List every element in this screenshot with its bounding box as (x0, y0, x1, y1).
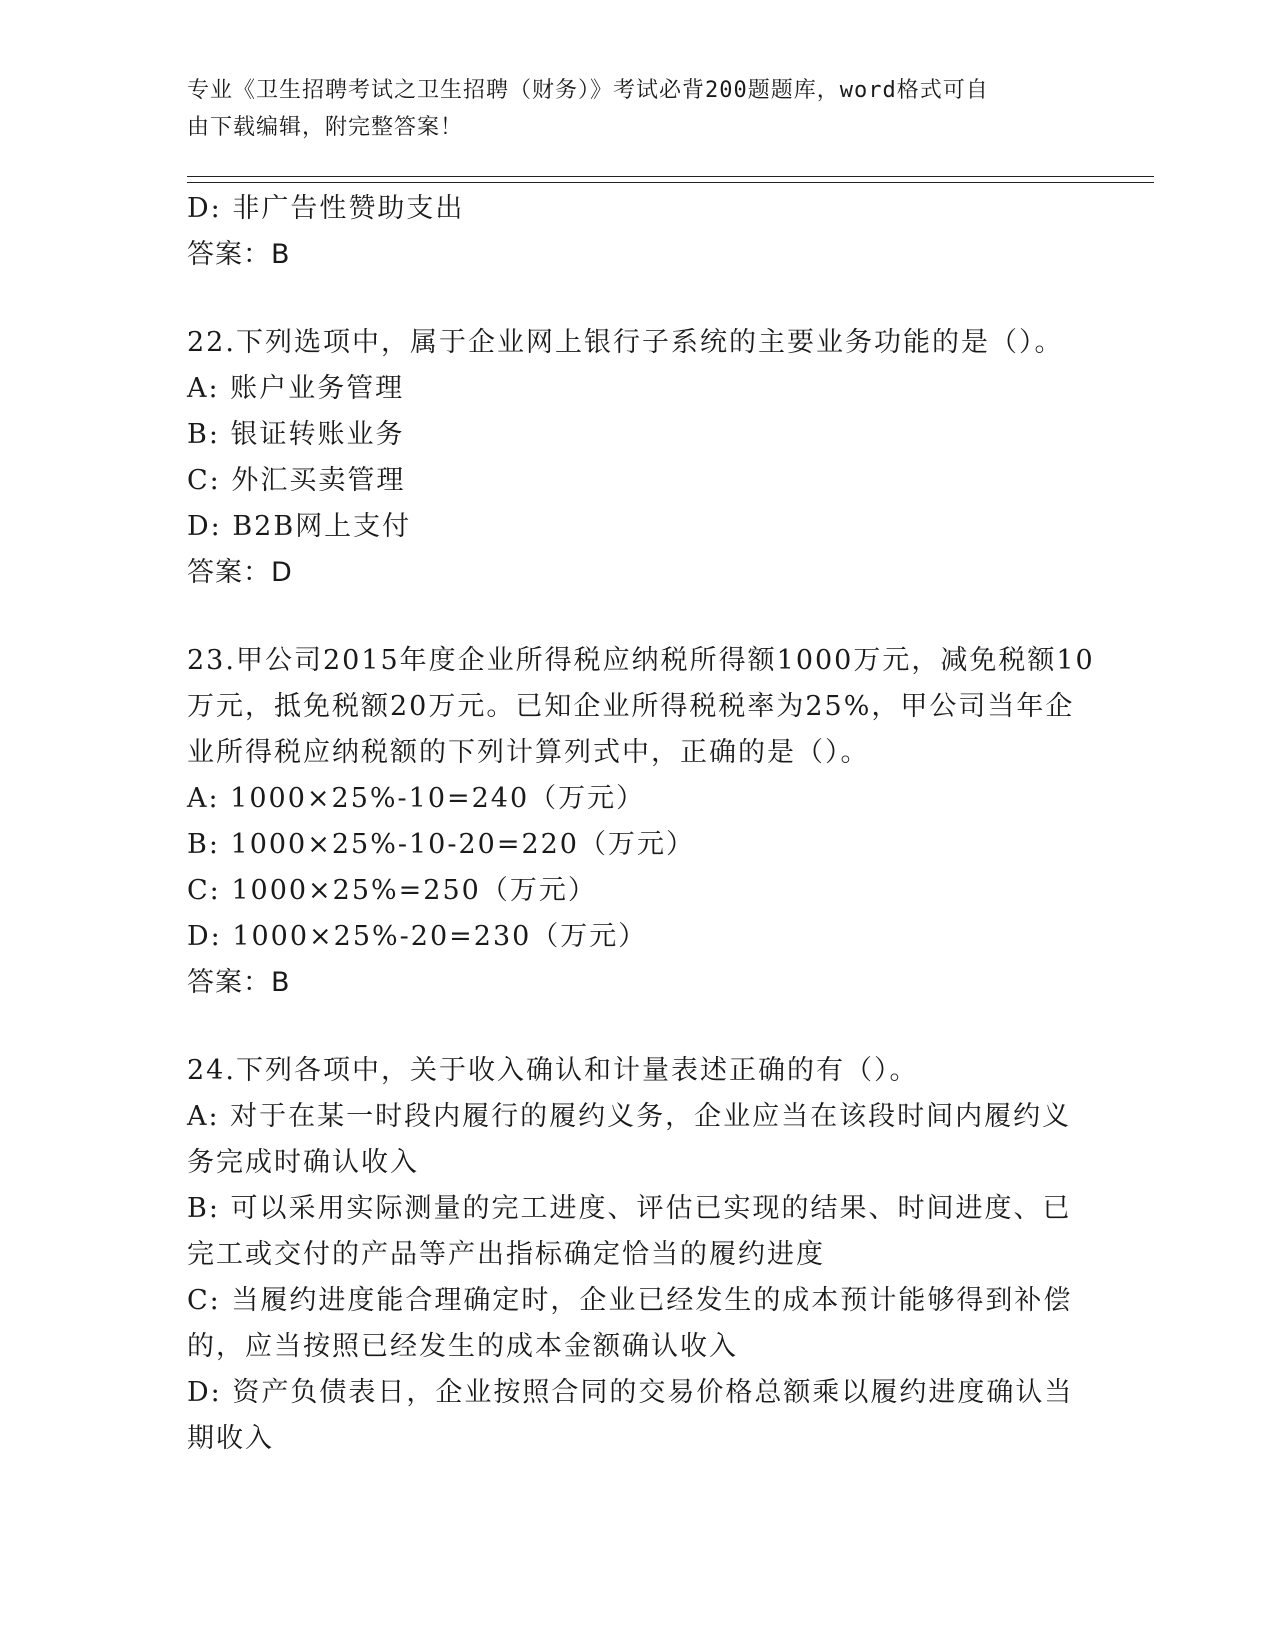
question-23-option-d: D: 1000×25%-20=230（万元） (187, 921, 648, 952)
question-22-option-d: D: B2B网上支付 (187, 511, 412, 542)
question-23-option-a: A: 1000×25%-10=240（万元） (187, 783, 646, 814)
question-23-stem-line-1: 23.甲公司2015年度企业所得税应纳税所得额1000万元，减免税额10 (187, 645, 1095, 676)
question-22-option-b: B: 银证转账业务 (187, 419, 405, 450)
question-22-stem: 22.下列选项中，属于企业网上银行子系统的主要业务功能的是（）。 (187, 327, 1064, 358)
question-22 (187, 320, 1087, 596)
spacer (187, 596, 1087, 638)
question-24-option-c-line-1: C: 当履约进度能合理确定时，企业已经发生的成本预计能够得到补偿 (187, 1285, 1073, 1316)
question-23-option-b: B: 1000×25%-10-20=220（万元） (187, 829, 695, 860)
question-23-stem-line-2: 万元，抵免税额20万元。已知企业所得税税率为25%，甲公司当年企 (187, 691, 1075, 722)
question-23-answer: 答案：B (187, 967, 291, 998)
question-23-stem-line-3: 业所得税应纳税额的下列计算列式中，正确的是（）。 (187, 737, 870, 768)
header-divider-bottom (187, 182, 1154, 183)
question-21-answer: 答案：B (187, 239, 291, 270)
question-24 (187, 1048, 1087, 1462)
question-24-option-b-line-1: B: 可以采用实际测量的完工进度、评估已实现的结果、时间进度、已 (187, 1193, 1072, 1224)
question-24-option-d-line-1: D: 资产负债表日，企业按照合同的交易价格总额乘以履约进度确认当 (187, 1377, 1074, 1408)
question-23-option-c: C: 1000×25%=250（万元） (187, 875, 597, 906)
question-22-option-c: C: 外汇买卖管理 (187, 465, 406, 496)
spacer (187, 278, 1087, 320)
page-header (187, 72, 1067, 146)
question-24-option-c-line-2: 的，应当按照已经发生的成本金额确认收入 (187, 1331, 738, 1362)
header-title-line-1: 专业《卫生招聘考试之卫生招聘（财务）》考试必背200题题库，word格式可自 (187, 78, 989, 103)
question-21-option-d: D: 非广告性赞助支出 (187, 193, 465, 224)
header-divider-top (187, 176, 1154, 177)
question-24-option-a-line-2: 务完成时确认收入 (187, 1147, 419, 1178)
question-content (187, 186, 1095, 1462)
question-21-tail (187, 186, 1087, 278)
header-title-line-2: 由下载编辑，附完整答案！ (187, 115, 464, 140)
question-23 (187, 638, 1095, 1006)
question-24-option-a-line-1: A: 对于在某一时段内履行的履约义务，企业应当在该段时间内履约义 (187, 1101, 1072, 1132)
question-22-answer: 答案：D (187, 557, 293, 588)
question-24-option-b-line-2: 完工或交付的产品等产出指标确定恰当的履约进度 (187, 1239, 825, 1270)
question-24-option-d-line-2: 期收入 (187, 1423, 274, 1454)
question-24-stem: 24.下列各项中，关于收入确认和计量表述正确的有（）。 (187, 1055, 919, 1086)
spacer (187, 1006, 1087, 1048)
question-22-option-a: A: 账户业务管理 (187, 373, 405, 404)
